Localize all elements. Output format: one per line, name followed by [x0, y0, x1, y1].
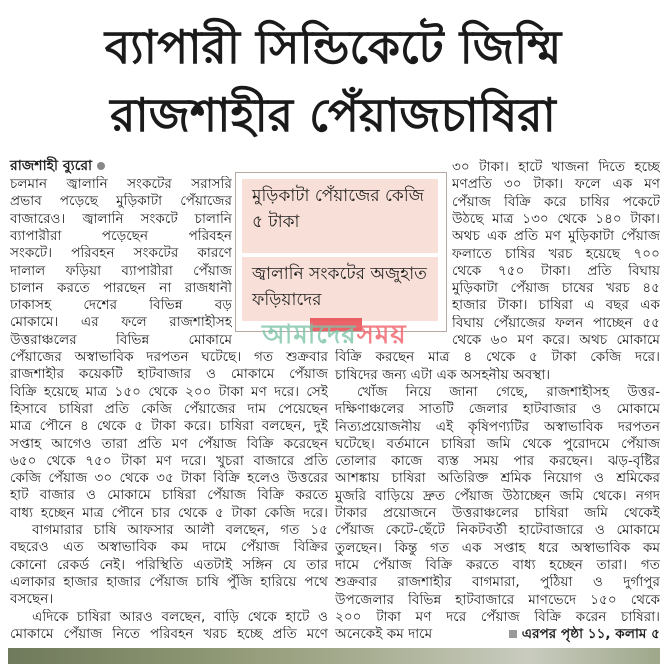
highlight-2: জ্বালানি সংকটের অজুহাত ফড়িয়াদের — [242, 257, 438, 321]
text-line: নিত্যপ্রয়োজনীয় এই কৃষিপণ্যটির অস্বাভাবিক দরপতন — [335, 418, 660, 435]
text-line: উঠছে মাত্র ১৩০ থেকে ১৪০ টাকা। — [452, 210, 660, 227]
text-line: ফলাতে চাষির খরচ হয়েছে ৭০০ — [452, 245, 660, 262]
text-line: মোকামে পেঁয়াজ নিতে পরিবহন খরচ হচ্ছে প্রতি মণে — [10, 625, 328, 642]
watermark-part-1: আমাদের — [262, 320, 357, 350]
text-line: তোলার কাজে ব্যস্ত সময় পার করছেন। ঝড়-বৃষ্টির — [335, 453, 660, 470]
text-line: বছরেও এত অস্বাভাবিক কম দামে পেঁয়াজ বিক্রির — [10, 539, 328, 556]
text-line: আশঙ্কায় চাষিরা অতিরিক্ত শ্রমিক নিয়োগ ও শ্রমিকের — [335, 470, 660, 487]
watermark-part-2: সময় — [356, 320, 407, 350]
text-line: ঘটেছে। বর্তমানে চাষিরা জমি থেকে পুরোদমে পেঁয়াজ — [335, 435, 660, 452]
continued-link[interactable] — [509, 626, 660, 643]
text-line: খোঁজ নিয়ে জানা গেছে, রাজশাহীসহ উত্তর- — [357, 383, 660, 400]
text-line: পেঁয়াজ বিক্রি করে চাষির পকেটে — [452, 193, 660, 210]
text-line: মুজরি বাড়িয়ে দ্রুত পেঁয়াজ উঠাচ্ছেন জমি থেকে। নগদ — [335, 487, 660, 504]
text-line: মোকামে। এর ফলে রাজশাহীসহ — [10, 314, 232, 331]
text-line: দামে পেঁয়াজ বিক্রি করতে বাধ্য হচ্ছেন তারা। গত — [335, 556, 660, 573]
text-line: মুড়িকাটা পেঁয়াজ চাষের খরচ ৪৫ — [452, 280, 660, 297]
text-line: উপজেলার বিভিন্ন হাটবাজারে মাণভেদে ১৫০ থেকে — [335, 591, 660, 608]
text-line: পেঁয়াজের অস্বাভাবিক দরপতন ঘটেছে। গত শুক্রবার — [10, 349, 328, 365]
text-line: দালাল ফড়িয়া ব্যাপারীরা পেঁয়াজ — [10, 262, 232, 279]
text-line-end: অনেকেই কম দামে — [335, 626, 433, 643]
text-line: বাধ্য হচ্ছেন মাত্র পৌনে চার থেকে ৫ টাকা কেজি দরে। — [10, 504, 328, 521]
text-line: চলমান জ্বালানি সংকটের সরাসরি — [10, 176, 232, 192]
text-line: সপ্তাহ আগেও তারা প্রতি মণ পেঁয়াজ বিক্রি করেছেন — [10, 435, 328, 452]
text-line: ৬৫০ থেকে ৭৫০ টাকা মণ দরে। খুচরা বাজারে প্রতি — [10, 452, 328, 469]
text-line: দক্ষিণাঞ্চলের সাতটি জেলার হাটবাজার ও মোকামে — [335, 401, 660, 418]
headline-line-2: রাজশাহীর পেঁয়াজচাষিরা — [110, 88, 556, 142]
text-line: বিঘায় পেঁয়াজের ফলন পাচ্ছেন ৫৫ — [452, 314, 660, 331]
text-line: এদিকে চাষিরা আরও বলছেন, বাড়ি থেকে হাটে ও — [32, 608, 328, 625]
square-bullet-icon — [509, 630, 517, 638]
text-line: ব্যাপারীরা পড়েছেন পরিবহন — [10, 227, 232, 244]
text-line: ৩০ টাকা। হাটে খাজনা দিতে হচ্ছে — [452, 159, 660, 175]
text-line: বসছেন। — [10, 591, 54, 608]
text-line: টাকার প্রয়োজনে উত্তরাঞ্চলের চাষিরা জমি থেকেই — [335, 505, 660, 521]
text-line: প্রভাব পড়েছে মুড়িকাটা পেঁয়াজের — [10, 193, 232, 210]
text-line: হাজার টাকা। চাষিরা এ বছর এক — [452, 297, 660, 314]
text-line: এলাকার হাজার হাজার পেঁয়াজ চাষি পুঁজি হারিয়ে পথে — [10, 573, 328, 590]
text-line: মাত্র পৌনে ৪ থেকে ৫ টাকা করে। চাষিরা বলছেন, দুই — [10, 418, 328, 435]
bullet-icon — [97, 162, 105, 170]
text-line: উত্তরাঞ্চলের বিভিন্ন মোকামে — [10, 331, 232, 348]
text-line: তুলছেন। কিন্তু গত এক সপ্তাহ ধরে অস্বাভাবিক কম — [335, 539, 660, 556]
text-line — [335, 626, 660, 643]
text-line: থেকে ৬০ মণ করে। অথচ মোকামে — [452, 332, 660, 348]
byline — [10, 158, 105, 175]
text-line: অথচ এক প্রতি মণ মুড়িকাটা পেঁয়াজ — [452, 228, 660, 245]
headline-line-1: ব্যাপারী সিন্ডিকেটে জিম্মি — [104, 20, 562, 74]
text-line: বিক্রি করছেন মাত্র ৪ থেকে ৫ টাকা কেজি দরে। — [335, 349, 660, 366]
text-line: কোনো রেকর্ড নেই। পরিস্থিতি এতটাই সঙ্গিন যে তার — [10, 556, 328, 573]
text-line: বাগমারার চাষি আফসার আলী বলছেন, গত ১৫ — [32, 522, 328, 538]
text-line: ঢাকাসহ দেশের বিভিন্ন বড় — [10, 297, 232, 314]
highlight-box — [235, 172, 447, 332]
text-line: সংকটে। পরিবহন সংকটের কারণে — [10, 245, 232, 262]
text-line: পেঁয়াজ কেটে-ছেঁটে নিকটবর্তী হাটেবাজারে ও মোকামে — [335, 522, 660, 539]
text-line: রাজশাহীর কয়েকটি হাটবাজার ও মোকামে পেঁয়াজ — [10, 366, 328, 383]
text-line: চালান করতে পারছেন না রাজধানী — [10, 279, 232, 296]
text-line: হাট বাজার ও মোকামে চাষিরা পেঁয়াজ বিক্রি করতে — [10, 487, 328, 504]
continued-text: এরপর পৃষ্ঠা ১১, কলাম ৫ — [521, 626, 660, 643]
text-line: চাষিদের জন্য এটা এক অসহনীয় অবস্থা। — [335, 366, 551, 383]
highlight-1: মুড়িকাটা পেঁয়াজের কেজি ৫ টাকা — [242, 179, 438, 253]
text-line: শুক্রবার রাজশাহীর বাগমারা, পুঠিয়া ও দুর্গাপুর — [335, 574, 660, 591]
text-line: ২০০ টাকা মণ দরে পেঁয়াজ বিক্রি করেন চাষিরা। — [335, 608, 660, 625]
text-line: থেকে ৭৫০ টাকা। প্রতি বিঘায় — [452, 262, 660, 279]
text-line: কেজি পেঁয়াজ ৩০ থেকে ৩৫ টাকা বিক্রি হলেও উত্তরের — [10, 470, 328, 487]
photo-strip — [8, 648, 660, 664]
text-line: বাজারেও। জ্বালানি সংকটে চালানি — [10, 210, 232, 227]
text-line: বিক্রি হয়েছে মাত্র ১৫০ থেকে ২০০ টাকা মণ দরে। সেই — [10, 383, 328, 400]
watermark-logo — [262, 314, 407, 358]
text-line: হিসাবে চাষিরা প্রতি কেজি পেঁয়াজের দাম পেয়েছেন — [10, 400, 328, 417]
byline-text: রাজশাহী ব্যুরো — [10, 158, 93, 174]
text-line: মণপ্রতি ৩০ টাকা। ফলে এক মণ — [452, 176, 660, 193]
